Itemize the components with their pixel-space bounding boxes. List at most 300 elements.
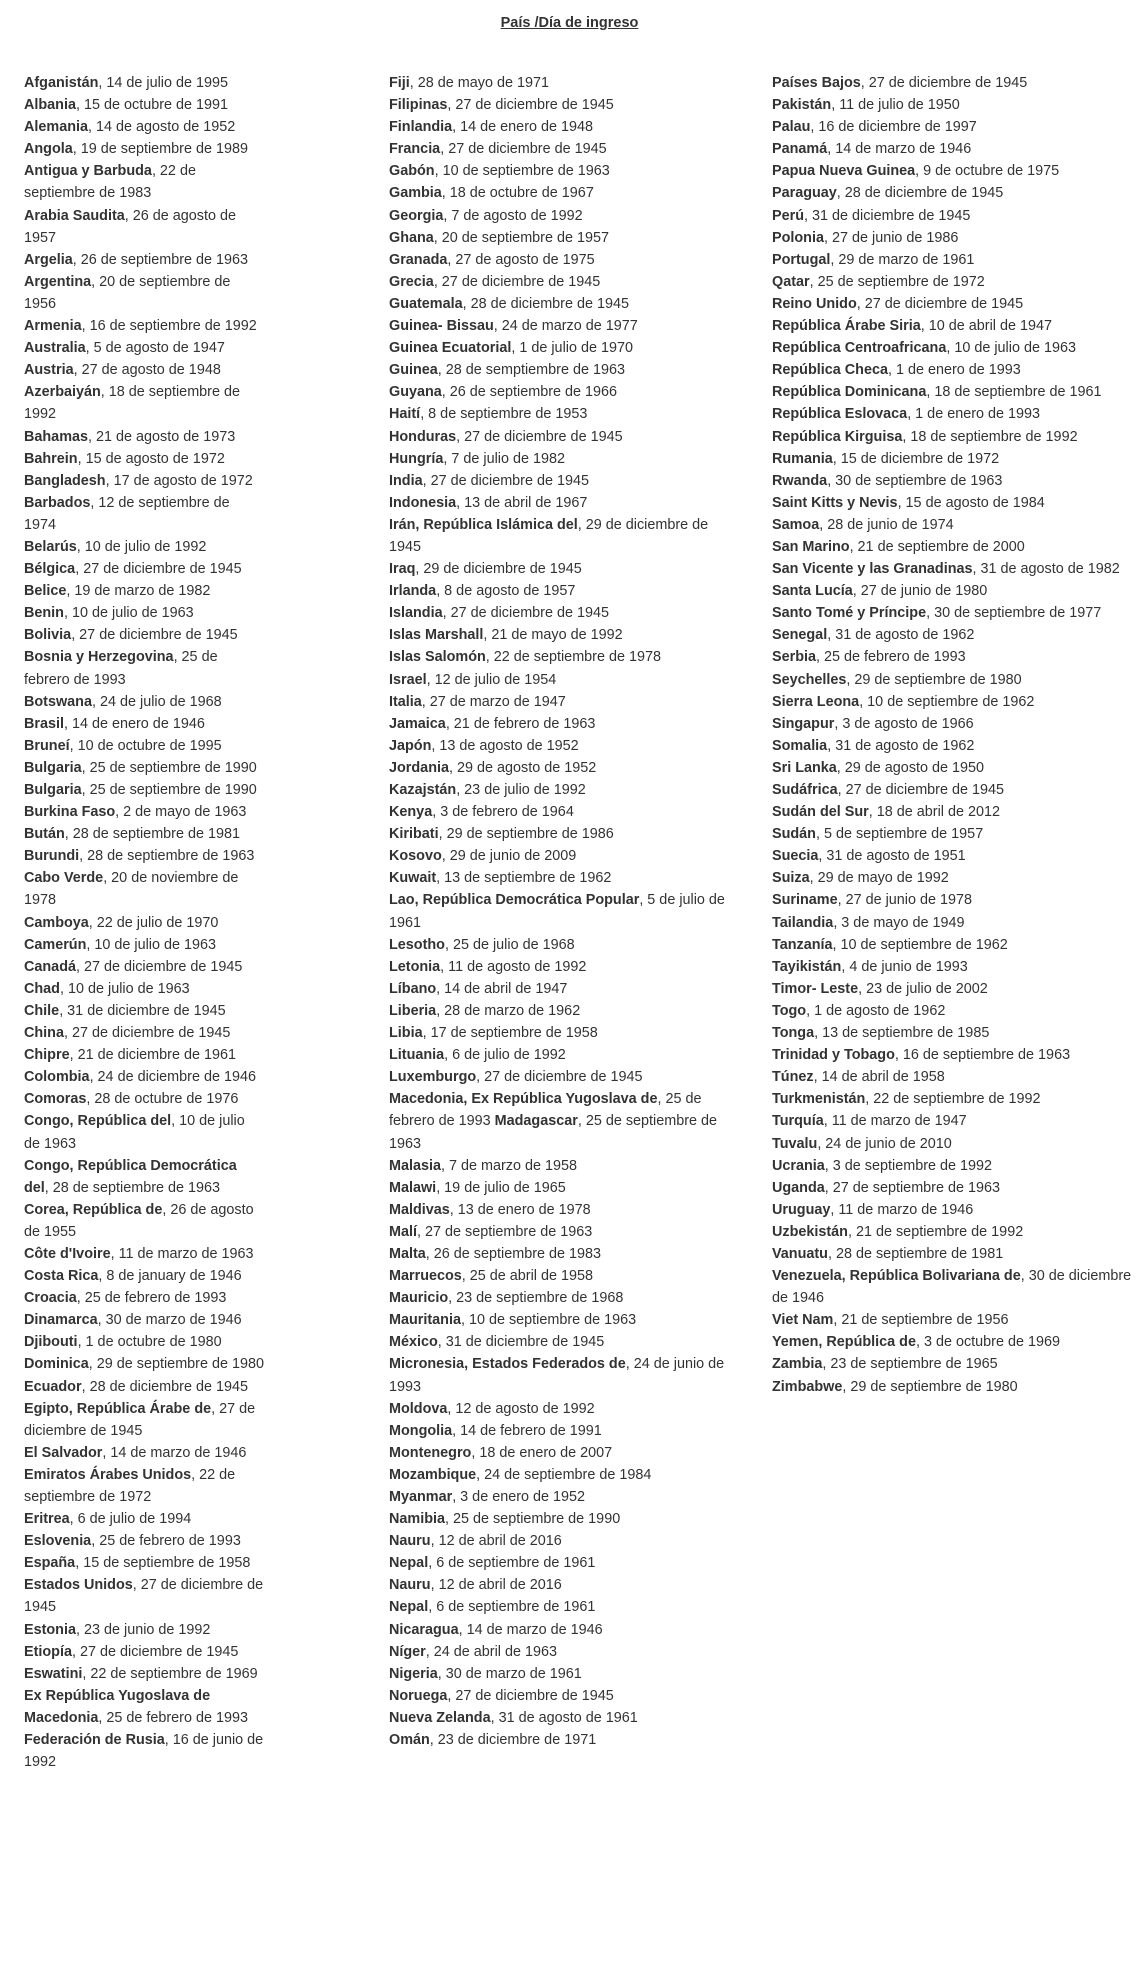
admission-date: , 13 de agosto de 1952: [431, 737, 579, 754]
country-entry: [389, 381, 734, 403]
country-entry: [389, 1552, 734, 1574]
admission-date: , 16 de junio de 1992: [24, 1732, 264, 1771]
admission-date: , 24 de septiembre de 1984: [476, 1466, 652, 1483]
country-name: Lituania: [389, 1047, 445, 1064]
country-column-1: [24, 72, 264, 1773]
admission-date: , 10 de septiembre de 1963: [460, 1312, 637, 1329]
admission-date: , 11 de marzo de 1947: [823, 1113, 967, 1130]
admission-date: , 18 de enero de 2007: [471, 1444, 613, 1461]
country-name: República Dominicana: [772, 384, 927, 401]
country-entry: [772, 558, 1137, 580]
country-name: Irán, República Islámica del: [389, 516, 578, 533]
admission-date: , 25 de febrero de 1993: [24, 649, 218, 688]
admission-date: , 26 de agosto de 1955: [24, 1201, 254, 1240]
country-name: Malta: [389, 1245, 426, 1262]
country-name: Australia: [24, 340, 86, 357]
admission-date: , 15 de diciembre de 1972: [832, 450, 1000, 467]
country-name: Argelia: [24, 251, 73, 268]
admission-date: , 25 de septiembre de 1990: [81, 782, 257, 798]
country-entry: [772, 1066, 1137, 1088]
country-name: Brasil: [24, 715, 64, 732]
country-name: Túnez: [772, 1069, 814, 1086]
admission-date: , 22 de septiembre de 1969: [82, 1665, 258, 1682]
country-name: Bélgica: [24, 561, 76, 578]
admission-date: , 8 de agosto de 1957: [436, 583, 576, 600]
country-entry: [389, 1265, 734, 1287]
country-entry: [772, 492, 1137, 514]
country-entry: [389, 1707, 734, 1729]
admission-date: , 29 de septiembre de 1986: [438, 826, 614, 843]
country-entry: [24, 1530, 264, 1552]
admission-date: , 1 de julio de 1970: [511, 340, 633, 357]
country-name: Venezuela, República Bolivariana de: [772, 1268, 1021, 1285]
country-name: Colombia: [24, 1069, 90, 1086]
admission-date: , 29 de marzo de 1961: [830, 251, 975, 268]
admission-date: , 31 de agosto de 1982: [972, 561, 1120, 578]
country-name: Fiji: [389, 75, 410, 91]
country-name: Luxemburgo: [389, 1069, 477, 1086]
country-entry: [389, 1442, 734, 1464]
admission-date: , 7 de julio de 1982: [443, 450, 565, 467]
admission-date: , 25 de julio de 1968: [444, 936, 575, 953]
country-entry: [389, 713, 734, 735]
admission-date: , 26 de septiembre de 1983: [425, 1245, 602, 1262]
admission-date: , 27 de diciembre de 1945: [75, 958, 243, 975]
admission-date: , 21 de septiembre de 2000: [849, 538, 1025, 555]
admission-date: , 10 de octubre de 1995: [69, 737, 222, 754]
country-name: Maldivas: [389, 1201, 450, 1218]
admission-date: , 24 de junio de 1993: [389, 1356, 725, 1395]
country-name: Kiribati: [389, 826, 439, 843]
country-entry: [24, 1022, 264, 1044]
country-name: Antigua y Barbuda: [24, 163, 152, 180]
country-name: San Vicente y las Granadinas: [772, 561, 973, 578]
country-entry: [24, 72, 264, 94]
admission-date: , 14 de agosto de 1952: [88, 119, 236, 136]
country-entry: [389, 227, 734, 249]
admission-date: , 10 de julio de 1963: [86, 936, 217, 953]
admission-date: , 27 de junio de 1986: [823, 229, 959, 246]
country-name: Georgia: [389, 207, 444, 224]
admission-date: , 14 de febrero de 1991: [452, 1422, 602, 1439]
country-name: Jordania: [389, 759, 449, 776]
admission-date: , 12 de abril de 2016: [430, 1577, 562, 1594]
country-name: Iraq: [389, 561, 416, 578]
country-name: Islas Marshall: [389, 627, 484, 644]
country-entry: [389, 757, 734, 779]
country-name: Somalia: [772, 737, 828, 754]
admission-date: , 3 de octubre de 1969: [915, 1334, 1060, 1351]
country-entry: [24, 1287, 264, 1309]
country-entry: [24, 315, 264, 337]
country-name: República Eslovaca: [772, 406, 908, 423]
country-entry: [24, 713, 264, 735]
country-entry: [24, 448, 264, 470]
country-entry: [24, 1729, 264, 1773]
country-entry: [24, 691, 264, 713]
country-entry: [24, 1574, 264, 1618]
admission-date: , 12 de julio de 1954: [426, 671, 557, 688]
admission-date: , 23 de junio de 1992: [75, 1621, 211, 1638]
country-entry: [772, 1199, 1137, 1221]
country-name: Islandia: [389, 605, 443, 622]
country-entry: [772, 1110, 1137, 1132]
admission-date: , 19 de julio de 1965: [436, 1179, 566, 1196]
country-name: Israel: [389, 671, 427, 688]
admission-date: , 21 de mayo de 1992: [483, 627, 623, 644]
country-name: Bahamas: [24, 428, 88, 445]
country-name: Yemen, República de: [772, 1334, 916, 1351]
admission-date: , 28 de diciembre de 1945: [836, 185, 1004, 202]
admission-date: , 28 de septiembre de 1963: [44, 1179, 221, 1196]
country-entry: [772, 889, 1137, 911]
country-entry: [389, 669, 734, 691]
country-entry: [389, 1641, 734, 1663]
country-name: Granada: [389, 251, 448, 268]
country-entry: [389, 691, 734, 713]
country-name: Sudán: [772, 826, 816, 843]
country-entry: [772, 801, 1137, 823]
admission-date: , 1 de enero de 1993: [887, 362, 1021, 379]
country-name: Senegal: [772, 627, 828, 644]
country-entry: [389, 1729, 734, 1751]
admission-date: , 25 de febrero de 1993: [98, 1709, 248, 1726]
country-name: Paraguay: [772, 185, 837, 202]
admission-date: , 18 de octubre de 1967: [441, 185, 594, 202]
country-entry: [24, 934, 264, 956]
country-name: Dominica: [24, 1356, 89, 1373]
country-name: Suriname: [772, 892, 838, 909]
admission-date: , 31 de diciembre de 1945: [437, 1334, 605, 1351]
country-name: Congo, República Democrática del: [24, 1157, 237, 1196]
admission-date: , 13 de septiembre de 1985: [814, 1025, 990, 1042]
country-name: Turquía: [772, 1113, 824, 1130]
admission-date: , 25 de septiembre de 1990: [81, 759, 257, 776]
country-entry: [389, 1221, 734, 1243]
admission-date: , 27 de diciembre de 1945: [422, 472, 589, 489]
country-name: Nueva Zelanda: [389, 1709, 491, 1726]
country-entry: [772, 845, 1137, 867]
country-name: Filipinas: [389, 97, 448, 114]
admission-date: , 30 de diciembre de 1946: [772, 1268, 1132, 1307]
country-name: Kazajstán: [389, 782, 457, 798]
country-entry: [389, 426, 734, 448]
country-entry: [24, 337, 264, 359]
country-name: México: [389, 1334, 438, 1351]
country-name: Federación de Rusia: [24, 1732, 165, 1749]
country-entry: [24, 1066, 264, 1088]
admission-date: , 10 de septiembre de 1962: [859, 693, 1035, 710]
admission-date: , 27 de diciembre de 1945: [71, 627, 238, 644]
admission-date: , 1 de agosto de 1962: [806, 1002, 946, 1019]
admission-date: , 7 de agosto de 1992: [443, 207, 583, 224]
admission-date: , 25 de septiembre de 1990: [444, 1511, 621, 1528]
admission-date: , 5 de agosto de 1947: [85, 340, 225, 357]
country-name: Papua Nueva Guinea: [772, 163, 916, 180]
country-entry: [389, 735, 734, 757]
admission-date: , 26 de septiembre de 1966: [441, 384, 618, 401]
country-name: Kuwait: [389, 870, 437, 887]
country-name: Eslovenia: [24, 1533, 92, 1550]
admission-date: , 14 de marzo de 1946: [102, 1444, 247, 1461]
country-name: Tonga: [772, 1025, 815, 1042]
country-entry: [24, 735, 264, 757]
country-name: Timor- Leste: [772, 980, 859, 997]
country-name: Bulgaria: [24, 782, 82, 798]
admission-date: , 29 de septiembre de 1980: [88, 1356, 264, 1373]
country-name: India: [389, 472, 423, 489]
country-name: Ghana: [389, 229, 434, 246]
country-name: Macedonia, Ex República Yugoslava de: [389, 1091, 658, 1108]
country-name: España: [24, 1555, 76, 1572]
country-name: Mozambique: [389, 1466, 477, 1483]
country-name: Argentina: [24, 273, 92, 290]
admission-date: , 2 de mayo de 1963: [115, 804, 247, 821]
country-entry: [389, 470, 734, 492]
country-name: Grecia: [389, 273, 434, 290]
admission-date: , 27 de diciembre de 1945: [24, 1577, 264, 1616]
country-name: El Salvador: [24, 1444, 103, 1461]
country-entry: [389, 624, 734, 646]
country-name: Ecuador: [24, 1378, 82, 1395]
admission-date: , 18 de septiembre de 1992: [902, 428, 1078, 445]
country-name: Botswana: [24, 693, 92, 710]
country-entry: [772, 779, 1137, 801]
admission-date: , 10 de julio de 1963: [59, 980, 190, 997]
country-name: Rwanda: [772, 472, 828, 489]
admission-date: , 29 de mayo de 1992: [809, 870, 949, 887]
admission-date: , 30 de marzo de 1946: [97, 1312, 242, 1329]
country-name: Camboya: [24, 914, 89, 931]
admission-date: , 28 de septiembre de 1981: [64, 826, 240, 843]
country-entry: [389, 1663, 734, 1685]
admission-date: , 14 de marzo de 1946: [827, 141, 972, 158]
country-name: Lesotho: [389, 936, 445, 953]
country-name: Viet Nam: [772, 1312, 834, 1329]
country-entry: [24, 492, 264, 536]
country-entry: [24, 1331, 264, 1353]
admission-date: , 12 de septiembre de 1974: [24, 494, 230, 533]
country-entry: [389, 1486, 734, 1508]
country-name: Níger: [389, 1643, 426, 1660]
admission-date: , 16 de septiembre de 1963: [894, 1047, 1071, 1064]
country-entry: [389, 1530, 734, 1552]
country-name: Tanzanía: [772, 936, 833, 953]
admission-date: , 23 de julio de 1992: [456, 782, 586, 798]
country-entry: [772, 514, 1137, 536]
admission-date: , 28 de junio de 1974: [819, 516, 954, 533]
admission-date: , 27 de diciembre de 1945: [433, 273, 601, 290]
country-name: Panamá: [772, 141, 828, 158]
country-entry: [772, 1376, 1137, 1398]
country-entry: [24, 160, 264, 204]
country-entry: [389, 205, 734, 227]
country-name: San Marino: [772, 538, 850, 555]
country-entry: [24, 1243, 264, 1265]
admission-date: , 30 de marzo de 1961: [437, 1665, 582, 1682]
country-entry: [24, 249, 264, 271]
country-name: Azerbaiyán: [24, 384, 101, 401]
country-entry: [24, 1442, 264, 1464]
country-name: Nicaragua: [389, 1621, 459, 1638]
country-entry: [389, 359, 734, 381]
admission-date: , 25 de febrero de 1993: [91, 1533, 241, 1550]
country-entry: [772, 823, 1137, 845]
country-entry: [389, 72, 734, 94]
admission-date: , 24 de abril de 1963: [425, 1643, 558, 1660]
country-entry: [772, 1044, 1137, 1066]
country-entry: [772, 646, 1137, 668]
country-entry: [24, 1464, 264, 1508]
admission-date: , 27 de marzo de 1947: [421, 693, 566, 710]
country-entry: [24, 956, 264, 978]
country-entry: [24, 1376, 264, 1398]
country-name: Cabo Verde: [24, 870, 104, 887]
admission-date: , 31 de agosto de 1962: [827, 627, 975, 644]
country-entry: [24, 1619, 264, 1641]
country-name: Bolivia: [24, 627, 72, 644]
admission-date: , 14 de abril de 1947: [436, 980, 568, 997]
admission-date: , 28 de septiembre de 1963: [79, 848, 255, 865]
country-name: Haití: [389, 406, 421, 423]
admission-date: , 11 de marzo de 1946: [830, 1201, 974, 1218]
admission-date: , 13 de enero de 1978: [449, 1201, 591, 1218]
admission-date: , 23 de septiembre de 1965: [822, 1356, 998, 1373]
country-name: Namibia: [389, 1511, 445, 1528]
country-name: Myanmar: [389, 1489, 453, 1505]
country-entry: [24, 646, 264, 690]
admission-date: , 9 de octubre de 1975: [915, 163, 1060, 180]
country-entry: [389, 1000, 734, 1022]
admission-date: , 25 de abril de 1958: [461, 1268, 594, 1285]
admission-date: , 27 de agosto de 1975: [447, 251, 595, 268]
country-entry: [24, 602, 264, 624]
country-entry: [772, 1088, 1137, 1110]
country-name: Polonia: [772, 229, 824, 246]
country-name: Jamaica: [389, 715, 446, 732]
country-entry: [772, 227, 1137, 249]
admission-date: , 15 de octubre de 1991: [75, 97, 229, 114]
country-entry: [772, 1265, 1137, 1309]
country-name: Côte d'Ivoire: [24, 1245, 111, 1262]
country-entry: [389, 271, 734, 293]
admission-date: , 4 de junio de 1993: [841, 958, 968, 975]
admission-date: , 27 de agosto de 1948: [73, 362, 221, 379]
admission-date: , 29 de agosto de 1952: [448, 759, 597, 776]
admission-date: , 24 de junio de 2010: [817, 1135, 952, 1152]
country-entry: [772, 94, 1137, 116]
admission-date: , 8 de january de 1946: [98, 1268, 242, 1285]
country-name: Portugal: [772, 251, 831, 268]
country-entry: [389, 1066, 734, 1088]
admission-date: , 21 de febrero de 1963: [445, 715, 596, 732]
country-entry: [772, 160, 1137, 182]
admission-date: , 3 de agosto de 1966: [834, 715, 974, 732]
country-entry: [772, 956, 1137, 978]
country-name: Zambia: [772, 1356, 823, 1373]
country-entry: [24, 359, 264, 381]
admission-date: , 27 de diciembre de 1945: [440, 141, 607, 158]
country-entry: [389, 1199, 734, 1221]
country-name: Samoa: [772, 516, 820, 533]
admission-date: , 27 de diciembre de 1945: [860, 75, 1028, 91]
country-name: Austria: [24, 362, 74, 379]
country-entry: [24, 1199, 264, 1243]
admission-date: , 29 de septiembre de 1980: [846, 671, 1022, 688]
country-entry: [389, 337, 734, 359]
admission-date: , 10 de julio de 1992: [76, 538, 207, 555]
country-entry: [772, 1155, 1137, 1177]
country-name: Mauritania: [389, 1312, 461, 1329]
admission-date: , 27 de junio de 1980: [852, 583, 988, 600]
country-name: Eswatini: [24, 1665, 83, 1682]
country-name: Belice: [24, 583, 67, 600]
country-name: Mauricio: [389, 1290, 449, 1307]
admission-date: , 11 de julio de 1950: [831, 97, 960, 114]
country-name: Dinamarca: [24, 1312, 98, 1329]
country-entry: [24, 1000, 264, 1022]
country-name: Lao, República Democrática Popular: [389, 892, 640, 909]
country-entry: [772, 669, 1137, 691]
admission-date: , 10 de julio de 1963: [24, 1113, 245, 1152]
country-name: Países Bajos: [772, 75, 861, 91]
admission-date: , 29 de septiembre de 1980: [842, 1378, 1018, 1395]
country-entry: [772, 1221, 1137, 1243]
country-name: China: [24, 1025, 64, 1042]
country-entry: [772, 978, 1137, 1000]
country-entry: [24, 1309, 264, 1331]
country-name: República Checa: [772, 362, 888, 379]
country-name: Belarús: [24, 538, 77, 555]
admission-date: , 25 de septiembre de 1963: [389, 1113, 718, 1152]
country-name: Bulgaria: [24, 759, 82, 776]
country-entry: [772, 249, 1137, 271]
admission-date: , 24 de julio de 1968: [91, 693, 222, 710]
country-entry: [24, 1552, 264, 1574]
admission-date: , 28 de diciembre de 1945: [81, 1378, 248, 1395]
country-name: Sierra Leona: [772, 693, 860, 710]
country-name: Alemania: [24, 119, 88, 136]
admission-date: , 21 de septiembre de 1992: [847, 1223, 1024, 1240]
country-entry: [772, 1022, 1137, 1044]
country-name: Tuvalu: [772, 1135, 818, 1152]
country-entry: [24, 138, 264, 160]
country-name: Rumania: [772, 450, 833, 467]
country-name: Djibouti: [24, 1334, 78, 1351]
country-entry: [389, 823, 734, 845]
country-entry: [772, 1309, 1137, 1331]
country-name: Nauru: [389, 1533, 431, 1550]
country-entry: [389, 602, 734, 624]
country-name: Emiratos Árabes Unidos: [24, 1466, 192, 1483]
country-name: Perú: [772, 207, 804, 224]
admission-date: , 28 de marzo de 1962: [436, 1002, 581, 1019]
country-entry: [772, 1331, 1137, 1353]
country-entry: [772, 691, 1137, 713]
country-entry: [24, 1155, 264, 1199]
admission-date: , 25 de febrero de 1993: [816, 649, 966, 666]
country-name: Tailandia: [772, 914, 834, 931]
admission-date: , 27 de diciembre de 1945: [75, 561, 242, 578]
admission-date: , 27 de diciembre de 1945: [447, 1687, 614, 1704]
country-name: Kosovo: [389, 848, 442, 865]
country-entry: [389, 138, 734, 160]
country-entry: [24, 1398, 264, 1442]
admission-date: , 30 de septiembre de 1963: [827, 472, 1003, 489]
admission-date: , 6 de julio de 1992: [444, 1047, 566, 1064]
country-name: Chad: [24, 980, 60, 997]
country-name: Malawi: [389, 1179, 437, 1196]
